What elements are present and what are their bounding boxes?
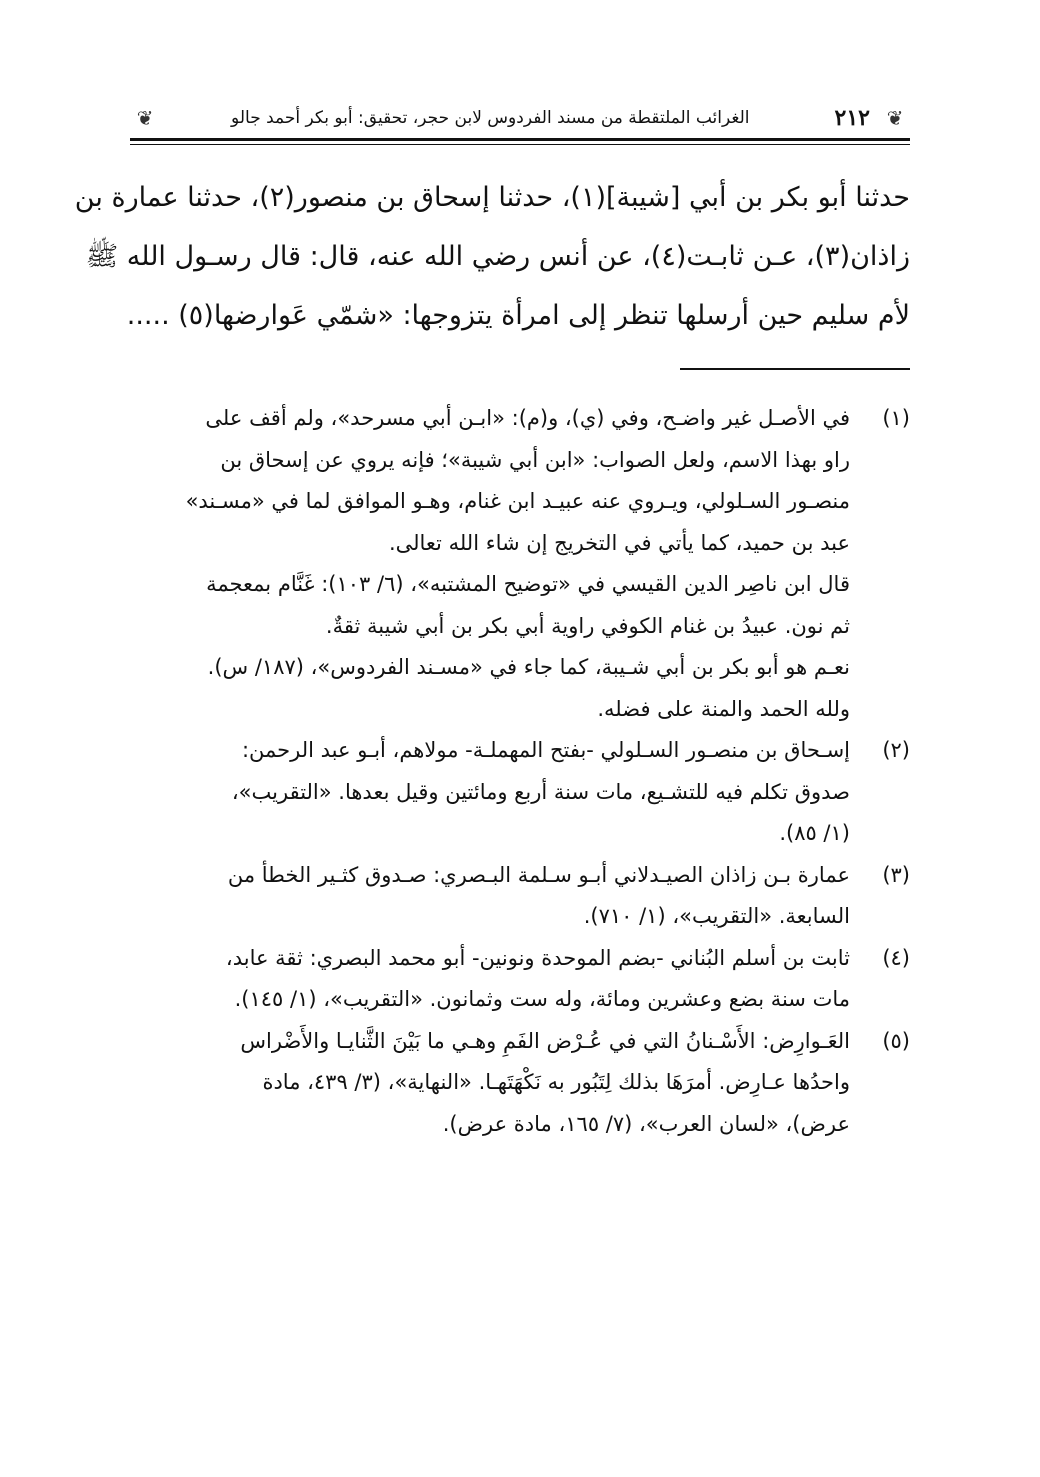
footnote-5 (130, 1021, 910, 1146)
footnote-line: (١/ ٨٥). (779, 821, 850, 845)
footnote-line: السابعة. «التقريب»، (١/ ٧١٠). (583, 904, 850, 928)
footnotes (130, 398, 910, 1145)
footnote-3 (130, 855, 910, 938)
footnote-number: (٣) (882, 862, 910, 887)
footnote-2 (130, 730, 910, 855)
footnote-1 (130, 398, 910, 730)
footnote-line: في الأصـل غير واضـح، وفي (ي)، و(م): «ابـن أبي مسرحد»، ولم أقف على (205, 406, 850, 430)
footnote-number: (١) (882, 406, 910, 430)
footnote-line: العَـوارِض: الأَسْـنانُ التي في عُـرْض الفَمِ وهـي ما بَيْنَ الثَّنايـا والأَضْراس (240, 1028, 850, 1053)
page-header (130, 98, 910, 148)
footnote-4 (130, 938, 910, 1021)
footnote-line: إسـحاق بن منصـور السـلولي -بفتح المهملـة- مولاهم، أبـو عبد الرحمن: (241, 738, 850, 762)
footnote-line: عبد بن حميد، كما يأتي في التخريج إن شاء الله تعالى. (388, 530, 850, 555)
footnote-line: ثابت بن أسلم البُناني -بضم الموحدة ونونين- أبو محمد البصري: ثقة عابد، (225, 945, 850, 970)
footnote-line: واحدُها عـارِض. أمرَهَا بذلك لِتَبُور به نَكْهَتَهـا. «النهاية»، (٣/ ٤٣٩، مادة (262, 1070, 850, 1094)
footnote-line: نعـم هو أبو بكر بن أبي شـيبة، كما جاء في «مسـند الفردوس»، (١٨٧/ س). (207, 655, 850, 679)
footnote-line: مات سنة بضع وعشرين ومائة، وله ست وثمانون. «التقريب»، (١/ ١٤٥). (234, 987, 850, 1011)
footnote-line: منصـور السـلولي، ويـروي عنه عبيـد ابن غنام، وهـو الموافق لما في «مسـند» (185, 489, 850, 513)
footnote-number: (٢) (882, 738, 910, 762)
footnote-line: عمارة بـن زاذان الصيـدلاني أبـو سـلمة البـصري: صـدوق كثـير الخطأ من (227, 862, 850, 887)
main-line: حدثنا أبو بكر بن أبي [شيبة](١)، حدثنا إسحاق بن منصور(٢)، حدثنا عمارة بن (74, 182, 910, 213)
footnote-line: صدوق تكلم فيه للتشـيع، مات سنة أربع ومائتين وقيل بعدها. «التقريب»، (231, 779, 850, 804)
footnote-line: قال ابن ناصِر الدين القيسي في «توضيح المشتبه»، (٦/ ١٠٣): غَنَّام بمعجمة (206, 572, 850, 596)
page-number: ٢١٢ (834, 105, 870, 131)
ornament-left-icon: ❦ (136, 106, 154, 130)
ornament-right-icon: ❦ (886, 106, 904, 130)
header-rule-thin (130, 144, 910, 145)
footnote-line: ثم نون. عبيدُ بن غنام الكوفي راوية أبي بكر بن أبي شيبة ثقةٌ. (325, 613, 850, 638)
header-rule (130, 138, 910, 141)
main-text (74, 168, 910, 345)
footnote-line: عرض)، «لسان العرب»، (٧/ ١٦٥، مادة عرض). (442, 1111, 850, 1136)
footnote-number: (٤) (882, 945, 910, 970)
running-title: الغرائب الملتقطة من مسند الفردوس لابن حجر، تحقيق: أبو بكر أحمد جالو (231, 108, 750, 128)
footnote-line: ولله الحمد والمنة على فضله. (597, 696, 850, 721)
footnote-line: راو بهذا الاسم، ولعل الصواب: «ابن أبي شيبة»؛ فإنه يروي عن إسحاق بن (220, 447, 850, 472)
footnote-number: (٥) (882, 1028, 910, 1053)
footnote-separator (680, 368, 910, 370)
main-line: زاذان(٣)، عـن ثابـت(٤)، عن أنس رضي الله عنه، قال: قال رسـول الله ﷺ (85, 241, 910, 272)
main-line: لأم سليم حين أرسلها تنظر إلى امرأة يتزوجها: «شمّي عَوارضها(٥) ..... (126, 300, 910, 331)
